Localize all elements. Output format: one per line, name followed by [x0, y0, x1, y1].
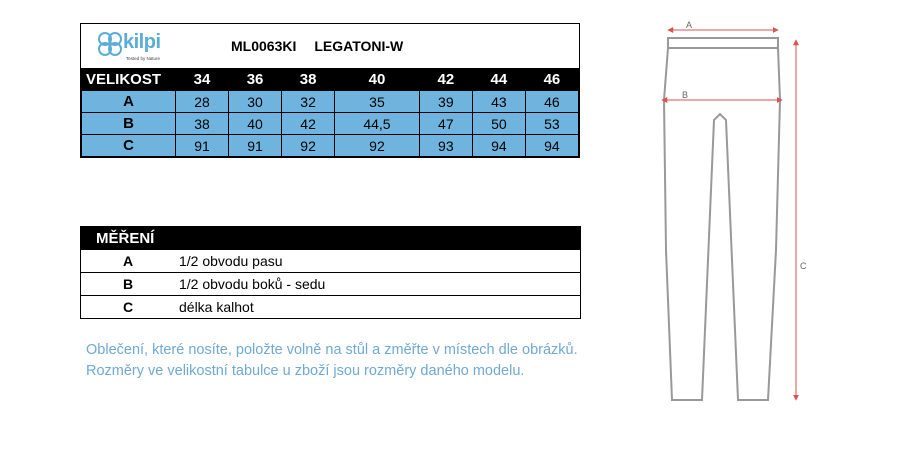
product-code: ML0063KI [231, 38, 297, 54]
trousers-diagram [650, 10, 820, 410]
trousers-outline [664, 48, 780, 400]
value-cell: 91 [176, 135, 229, 157]
row-label: B [82, 113, 176, 135]
knot-icon [95, 29, 125, 63]
size-cell: 40 [335, 69, 420, 91]
measurement-description: délka kalhot [175, 296, 581, 319]
value-cell: 39 [419, 91, 472, 113]
size-cell: 38 [282, 69, 335, 91]
value-cell: 91 [229, 135, 282, 157]
size-cell: 44 [472, 69, 525, 91]
value-cell: 92 [282, 135, 335, 157]
size-cell: 42 [419, 69, 472, 91]
size-header-label: VELIKOST [82, 69, 176, 91]
measurement-key: A [81, 250, 176, 273]
size-cell: 34 [176, 69, 229, 91]
measurement-key: B [81, 273, 176, 296]
measure-b-label: B [682, 90, 689, 100]
instructions-note [86, 340, 578, 382]
brand-name: kilpi [123, 31, 161, 53]
value-cell: 43 [472, 91, 525, 113]
product-title [231, 38, 403, 54]
waistband-outline [668, 38, 778, 48]
size-cell: 36 [229, 69, 282, 91]
value-cell: 93 [419, 135, 472, 157]
measurement-description: 1/2 obvodu boků - sedu [175, 273, 581, 296]
measure-a-label: A [686, 20, 693, 30]
table-row [82, 113, 579, 135]
value-cell: 94 [472, 135, 525, 157]
size-table [81, 68, 579, 157]
measure-c-label: C [800, 261, 807, 271]
row-label: A [82, 91, 176, 113]
size-chart-header [81, 24, 579, 68]
value-cell: 92 [335, 135, 420, 157]
value-cell: 53 [525, 113, 578, 135]
value-cell: 46 [525, 91, 578, 113]
value-cell: 28 [176, 91, 229, 113]
note-line: Oblečení, které nosíte, položte volně na stůl a změřte v místech dle obrázků. [86, 342, 578, 358]
product-name: LEGATONI-W [314, 38, 404, 54]
value-cell: 40 [229, 113, 282, 135]
value-cell: 38 [176, 113, 229, 135]
table-row [81, 273, 581, 296]
value-cell: 44,5 [335, 113, 420, 135]
brand-tagline: Tested by Nature [126, 56, 161, 61]
value-cell: 50 [472, 113, 525, 135]
measurement-key: C [81, 296, 176, 319]
table-row [81, 296, 581, 319]
size-header-row [82, 69, 579, 91]
kilpi-logo [95, 29, 185, 65]
measurement-table [80, 226, 581, 319]
measurement-title: MĚŘENÍ [81, 227, 581, 250]
table-row [82, 135, 579, 157]
size-cell: 46 [525, 69, 578, 91]
value-cell: 94 [525, 135, 578, 157]
row-label: C [82, 135, 176, 157]
value-cell: 47 [419, 113, 472, 135]
table-row [82, 91, 579, 113]
note-line: Rozměry ve velikostní tabulce u zboží jsou rozměry daného modelu. [86, 363, 525, 379]
size-chart [80, 23, 580, 158]
measurement-header-row [81, 227, 581, 250]
table-row [81, 250, 581, 273]
value-cell: 32 [282, 91, 335, 113]
value-cell: 42 [282, 113, 335, 135]
value-cell: 30 [229, 91, 282, 113]
value-cell: 35 [335, 91, 420, 113]
measurement-description: 1/2 obvodu pasu [175, 250, 581, 273]
